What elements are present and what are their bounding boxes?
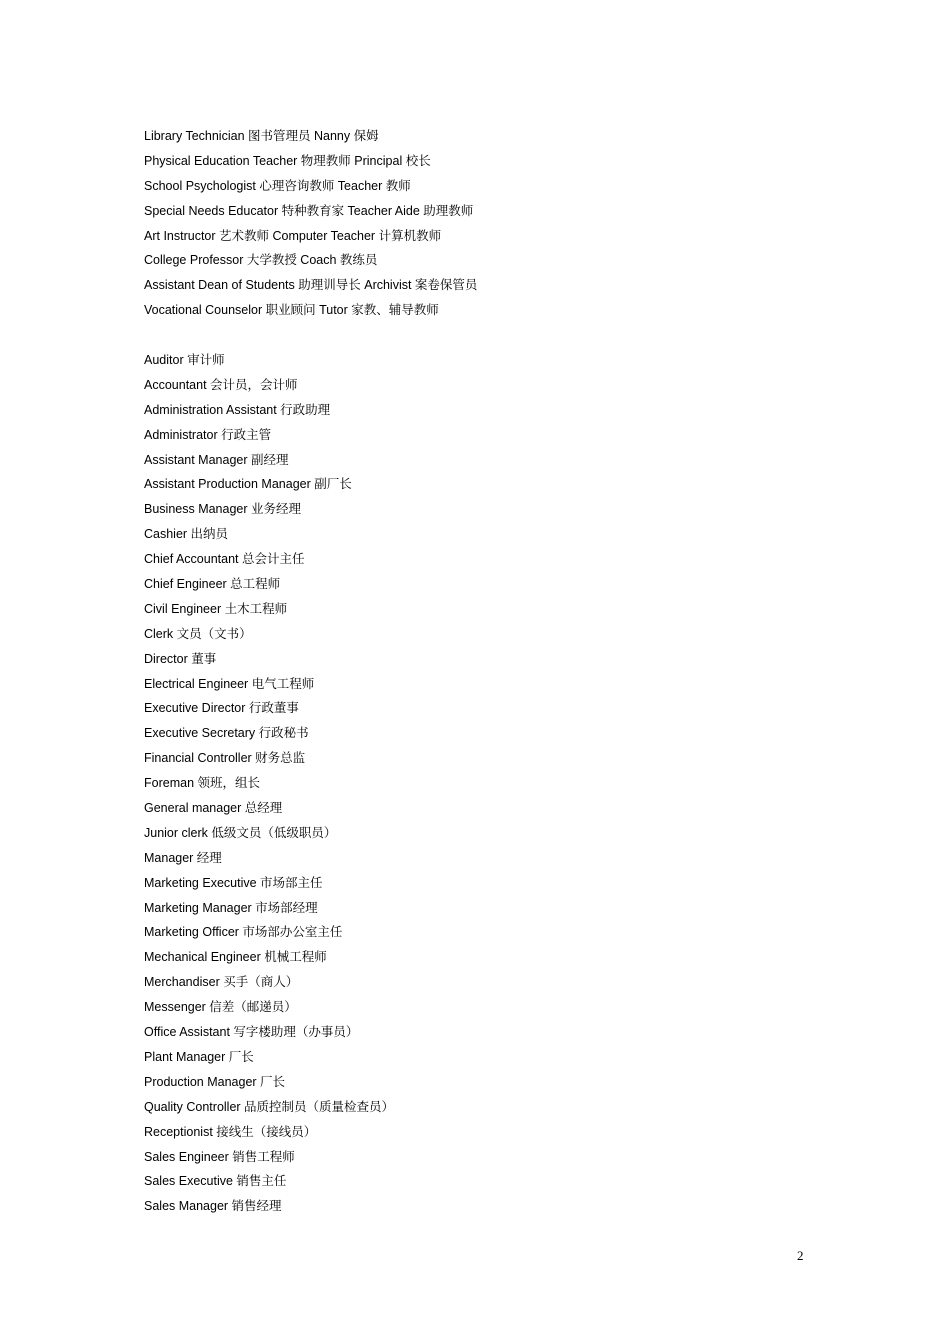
business-job-list [144, 348, 844, 1219]
job-entry: Executive Director 行政董事 [144, 701, 299, 716]
job-entry: Sales Executive 销售主任 [144, 1174, 287, 1189]
job-entry: Business Manager 业务经理 [144, 502, 302, 517]
job-entry: Sales Engineer 销售工程师 [144, 1149, 295, 1164]
job-entry: Executive Secretary 行政秘书 [144, 726, 309, 741]
job-entry: Merchandiser 买手（商人） [144, 975, 299, 990]
job-entry: Civil Engineer 土木工程师 [144, 601, 288, 616]
job-entry: Chief Engineer 总工程师 [144, 577, 281, 592]
job-entry: Director 董事 [144, 651, 217, 666]
job-entry: Assistant Dean of Students 助理训导长 Archivist 案卷保管员 [144, 278, 478, 293]
job-entry: Mechanical Engineer 机械工程师 [144, 950, 327, 965]
job-entry: Chief Accountant 总会计主任 [144, 552, 305, 567]
job-entry: Art Instructor 艺术教师 Computer Teacher 计算机教师 [144, 228, 442, 243]
job-entry: Office Assistant 写字楼助理（办事员） [144, 1025, 359, 1040]
job-entry: Special Needs Educator 特种教育家 Teacher Aide 助理教师 [144, 203, 474, 218]
job-entry: Auditor 审计师 [144, 353, 225, 367]
job-entry: General manager 总经理 [144, 801, 283, 816]
job-entry: Sales Manager 销售经理 [144, 1199, 282, 1214]
page-number: 2 [797, 1248, 804, 1263]
job-entry: Accountant 会计员，会计师 [144, 377, 298, 392]
job-entry: Marketing Executive 市场部主任 [144, 875, 323, 890]
job-entry: Foreman 领班，组长 [144, 776, 260, 791]
job-entry: Physical Education Teacher 物理教师 Principal 校长 [144, 153, 431, 168]
job-entry: Quality Controller 品质控制员（质量检查员） [144, 1099, 395, 1114]
job-entry: Junior clerk 低级文员（低级职员） [144, 825, 337, 840]
job-entry: Clerk 文员（文书） [144, 626, 252, 641]
job-entry: Marketing Manager 市场部经理 [144, 900, 318, 915]
job-entry: Vocational Counselor 职业顾问 Tutor 家教、辅导教师 [144, 303, 439, 318]
job-entry: Receptionist 接线生（接线员） [144, 1124, 317, 1139]
job-entry: Plant Manager 厂长 [144, 1049, 254, 1064]
job-entry: Marketing Officer 市场部办公室主任 [144, 925, 343, 940]
job-entry: Production Manager 厂长 [144, 1074, 286, 1089]
job-entry: School Psychologist 心理咨询教师 Teacher 教师 [144, 178, 411, 193]
job-entry: Financial Controller 财务总监 [144, 751, 306, 766]
job-entry: Assistant Manager 副经理 [144, 452, 289, 467]
job-entry: Cashier 出纳员 [144, 527, 229, 542]
education-job-list [144, 124, 844, 323]
job-entry: Administration Assistant 行政助理 [144, 402, 331, 417]
job-entry: Messenger 信差（邮递员） [144, 1000, 297, 1015]
job-entry: Library Technician 图书管理员 Nanny 保姆 [144, 129, 379, 143]
job-entry: Administrator 行政主管 [144, 427, 272, 442]
job-entry: Manager 经理 [144, 850, 222, 865]
job-entry: Assistant Production Manager 副厂长 [144, 477, 352, 492]
job-entry: Electrical Engineer 电气工程师 [144, 676, 315, 691]
job-entry: College Professor 大学教授 Coach 教练员 [144, 253, 378, 268]
